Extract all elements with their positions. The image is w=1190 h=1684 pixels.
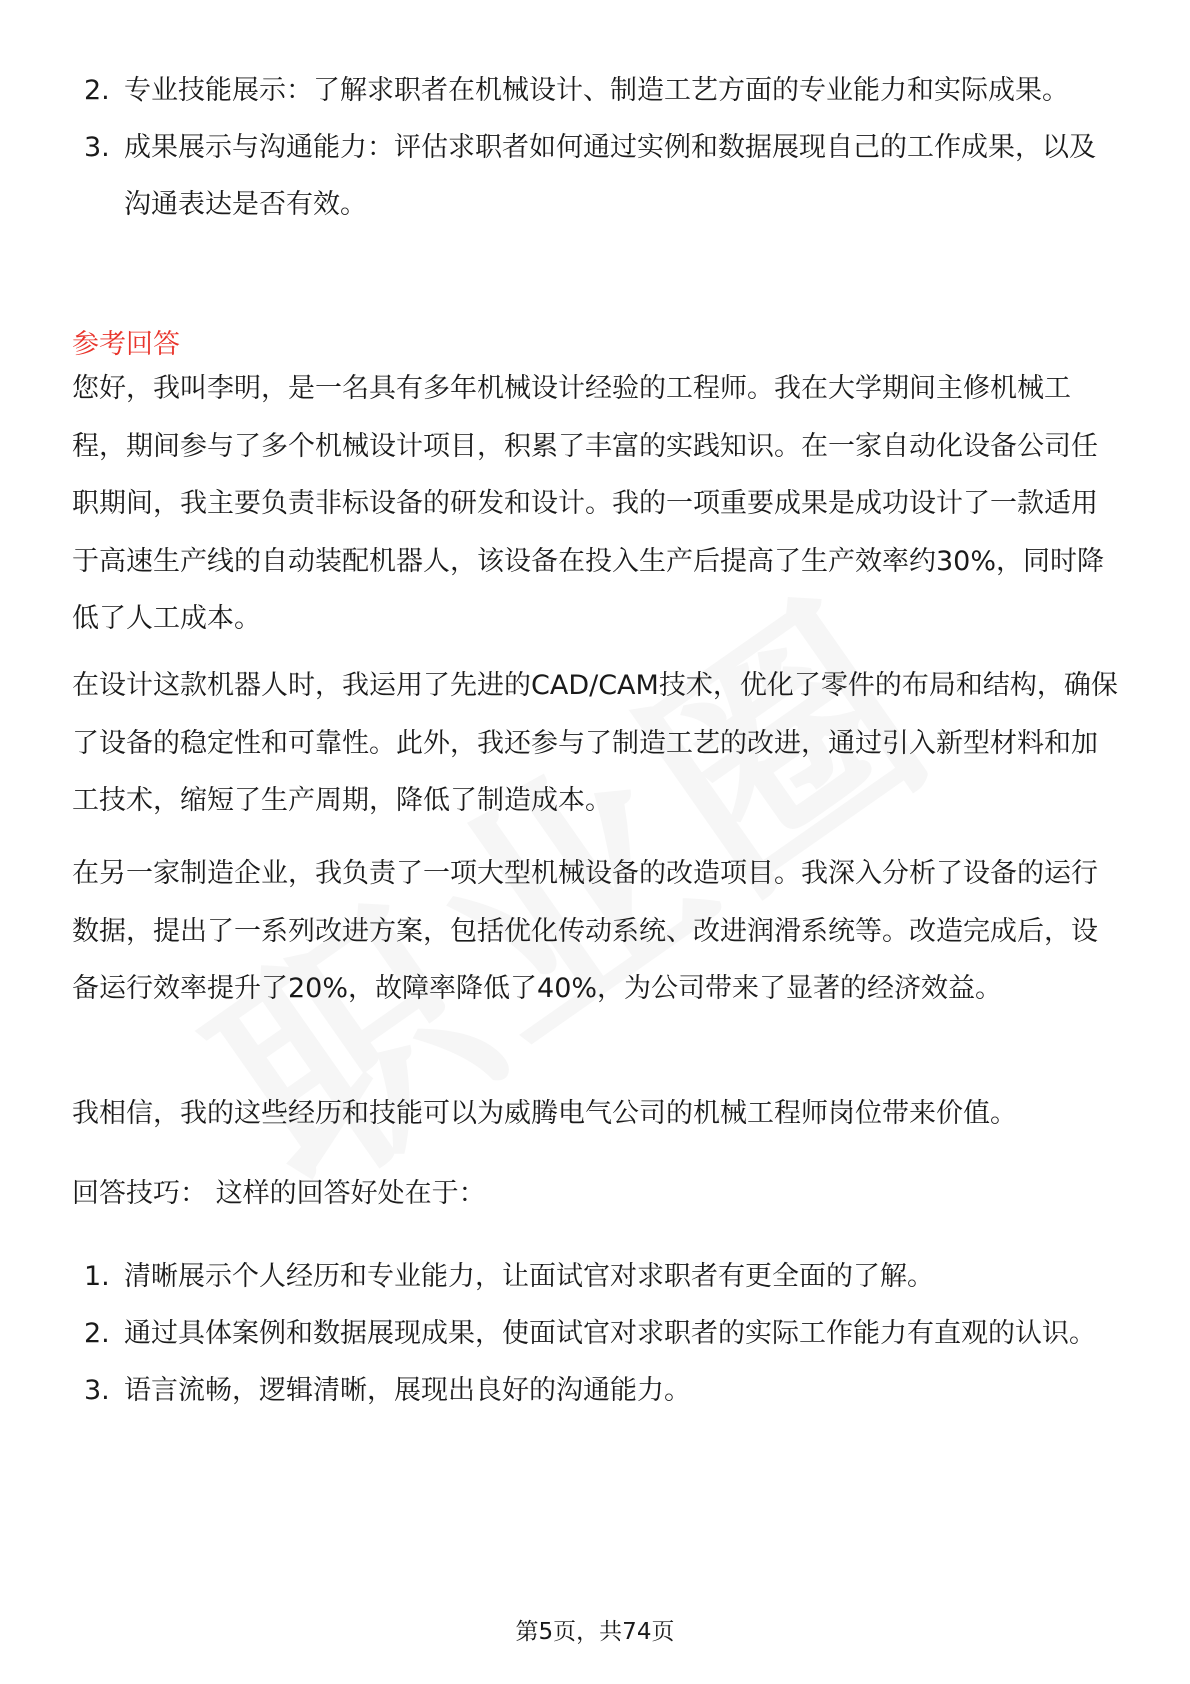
- list-item-text: 通过具体案例和数据展现成果，使面试官对求职者的实际工作能力有直观的认识。: [124, 1318, 1096, 1349]
- list-item: [72, 119, 1122, 233]
- list-item-number: 2.: [84, 1318, 110, 1349]
- list-item-number: 3.: [84, 132, 110, 163]
- answer-paragraph: 我相信，我的这些经历和技能可以为威腾电气公司的机械工程师岗位带来价值。: [72, 1098, 1017, 1129]
- list-item-number: 3.: [84, 1375, 110, 1406]
- list-item-number: 1.: [84, 1261, 110, 1292]
- list-item-text: 成果展示与沟通能力：评估求职者如何通过实例和数据展现自己的工作成果，以及沟通表达是否有效。: [124, 132, 1096, 220]
- criteria-list: [72, 62, 1122, 233]
- tips-heading: 回答技巧： 这样的回答好处在于：: [72, 1178, 486, 1209]
- list-item-text: 清晰展示个人经历和专业能力，让面试官对求职者有更全面的了解。: [124, 1261, 934, 1292]
- list-item: [72, 1362, 1122, 1419]
- list-item: [72, 1305, 1122, 1362]
- list-item-text: 语言流畅，逻辑清晰，展现出良好的沟通能力。: [124, 1375, 691, 1406]
- list-item: [72, 62, 1122, 119]
- list-item: [72, 1248, 1122, 1305]
- page-number: 第5页，共74页: [515, 1619, 675, 1645]
- section-title: 参考回答: [72, 329, 180, 360]
- answer-paragraph: 您好，我叫李明，是一名具有多年机械设计经验的工程师。我在大学期间主修机械工程，期间参与了多个机械设计项目，积累了丰富的实践知识。在一家自动化设备公司任职期间，我主要负责非标设备的研发和设计。我的一项重要成果是成功设计了一款适用于高速生产线的自动装配机器人，该设备在投入生产后提高了生产效率约30%，同时降低了人工成本。: [72, 373, 1105, 634]
- list-item-number: 2.: [84, 75, 110, 106]
- answer-paragraph: 在设计这款机器人时，我运用了先进的CAD/CAM技术，优化了零件的布局和结构，确保了设备的稳定性和可靠性。此外，我还参与了制造工艺的改进，通过引入新型材料和加工技术，缩短了生产周期，降低了制造成本。: [72, 670, 1118, 816]
- list-item-text: 专业技能展示：了解求职者在机械设计、制造工艺方面的专业能力和实际成果。: [124, 75, 1069, 106]
- tips-list: [72, 1248, 1122, 1419]
- answer-paragraph: 在另一家制造企业，我负责了一项大型机械设备的改造项目。我深入分析了设备的运行数据，提出了一系列改进方案，包括优化传动系统、改进润滑系统等。改造完成后，设备运行效率提升了20%，故障率降低了40%，为公司带来了显著的经济效益。: [72, 858, 1098, 1004]
